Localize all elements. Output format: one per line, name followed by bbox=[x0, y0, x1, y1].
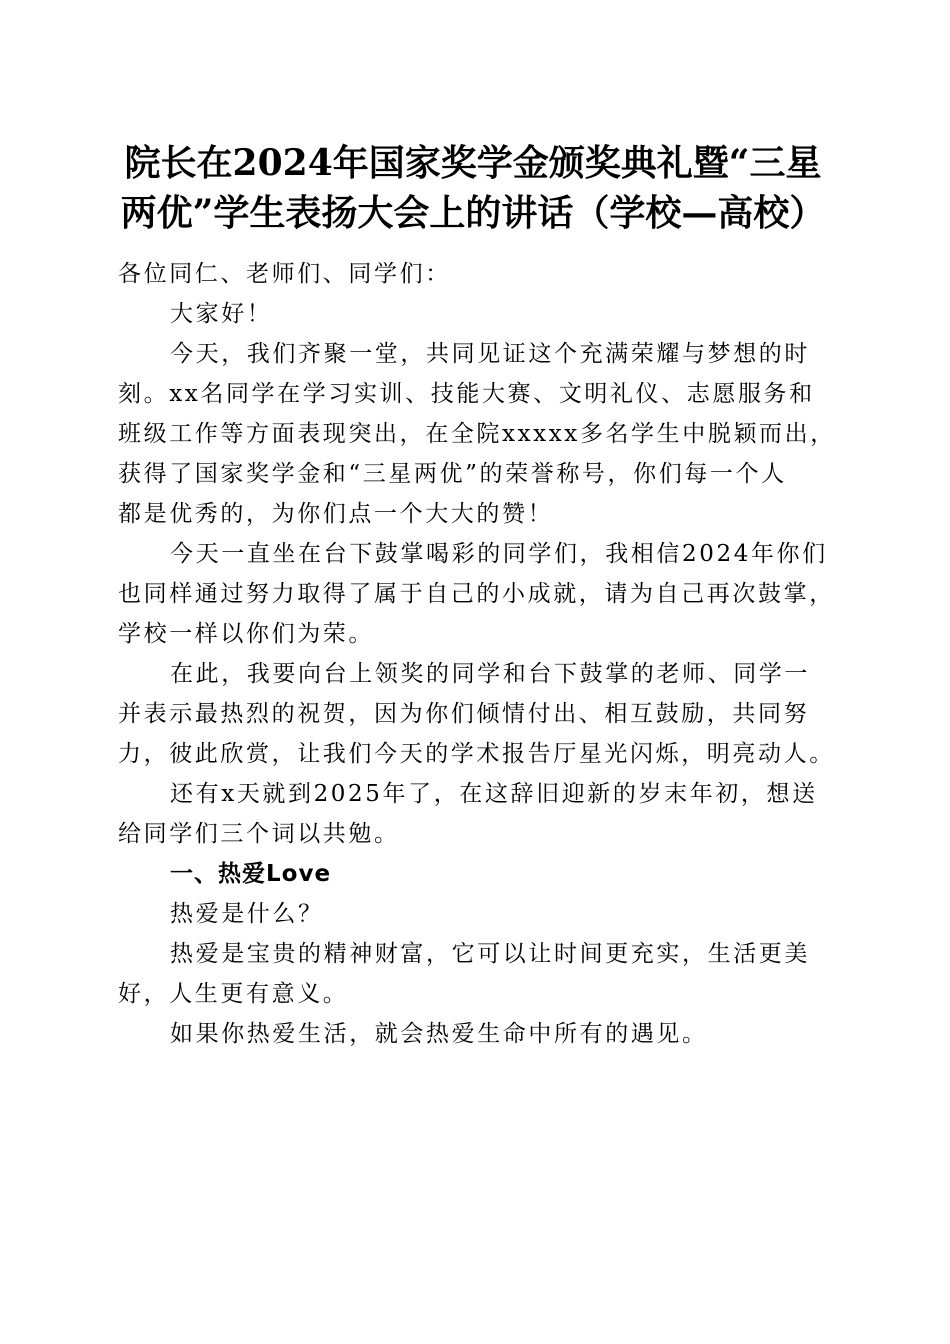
salutation: 各位同仁、老师们、同学们： bbox=[118, 261, 451, 287]
document-body bbox=[118, 254, 836, 1054]
paragraph-1-line: 班级工作等方面表现突出，在全院xxxxx多名学生中脱颖而出， bbox=[118, 421, 836, 447]
paragraph-1-line: 都是优秀的，为你们点一个大大的赞！ bbox=[118, 501, 554, 527]
paragraph-7: 如果你热爱生活，就会热爱生命中所有的遇见。 bbox=[170, 1021, 708, 1047]
paragraph-1-line: 今天，我们齐聚一堂，共同见证这个充满荣耀与梦想的时 bbox=[170, 341, 810, 367]
document-title bbox=[108, 138, 838, 238]
paragraph-2-line: 学校一样以你们为荣。 bbox=[118, 621, 374, 647]
title-line-2: 两优”学生表扬大会上的讲话（学校—高校） bbox=[120, 192, 826, 234]
paragraph-4-line: 还有x天就到2025年了，在这辞旧迎新的岁末年初，想送 bbox=[170, 781, 818, 807]
paragraph-1-line: 刻。xx名同学在学习实训、技能大赛、文明礼仪、志愿服务和 bbox=[118, 381, 815, 407]
paragraph-3-line: 力，彼此欣赏，让我们今天的学术报告厅星光闪烁，明亮动人。 bbox=[118, 741, 835, 767]
paragraph-4-line: 给同学们三个词以共勉。 bbox=[118, 821, 400, 847]
paragraph-2-line: 也同样通过努力取得了属于自己的小成就，请为自己再次鼓掌， bbox=[118, 581, 835, 607]
title-line-1: 院长在2024年国家奖学金颁奖典礼暨“三星 bbox=[124, 142, 822, 184]
section-heading-love: 一、热爱Love bbox=[170, 861, 332, 887]
paragraph-3-line: 并表示最热烈的祝贺，因为你们倾情付出、相互鼓励，共同努 bbox=[118, 701, 810, 727]
paragraph-2-line: 今天一直坐在台下鼓掌喝彩的同学们，我相信2024年你们 bbox=[170, 541, 828, 567]
greeting: 大家好！ bbox=[170, 301, 273, 327]
paragraph-6-line: 好，人生更有意义。 bbox=[118, 981, 349, 1007]
paragraph-6-line: 热爱是宝贵的精神财富，它可以让时间更充实，生活更美 bbox=[170, 941, 810, 967]
paragraph-3-line: 在此，我要向台上领奖的同学和台下鼓掌的老师、同学一 bbox=[170, 661, 810, 687]
paragraph-5: 热爱是什么？ bbox=[170, 901, 324, 927]
paragraph-1-line: 获得了国家奖学金和“三星两优”的荣誉称号，你们每一个人 bbox=[118, 461, 787, 487]
